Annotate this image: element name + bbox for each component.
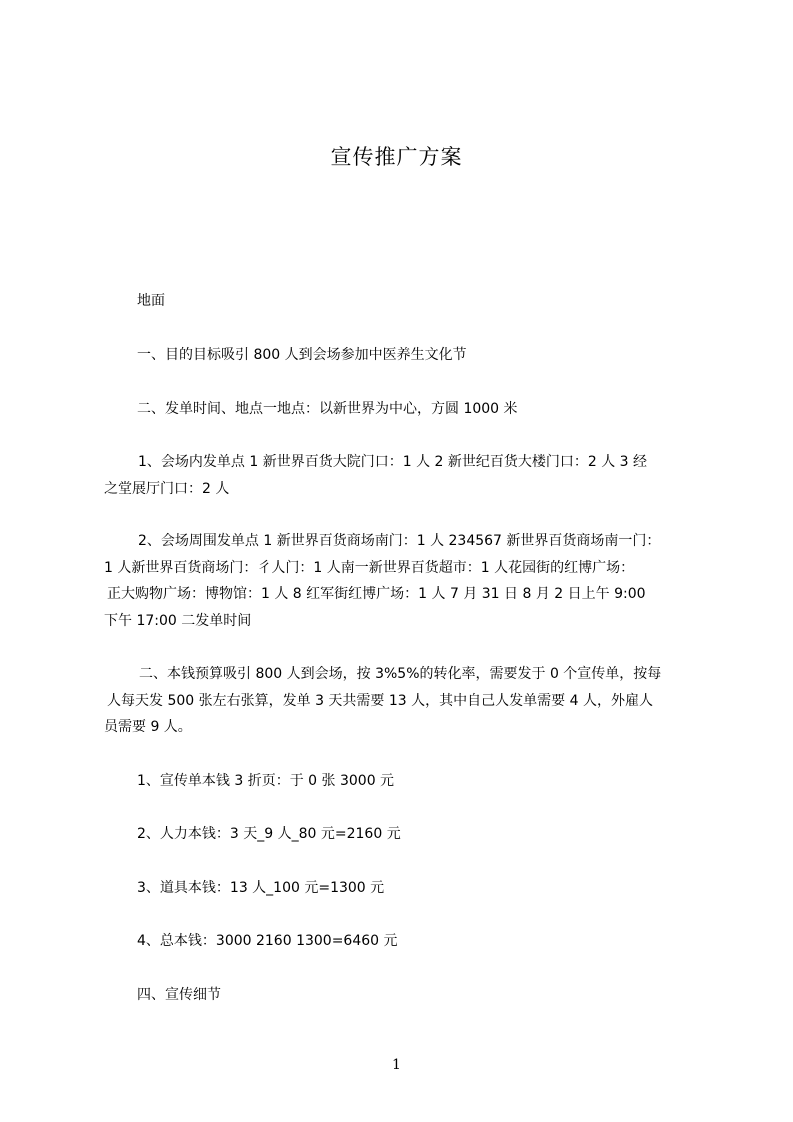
goal-paragraph: 一、目的目标吸引 800 人到会场参加中医养生文化节 <box>137 347 467 363</box>
budget-line: 二、本钱预算吸引 800 人到会场，按 3%5%的转化率，需要发于 0 个宣传单，按每 <box>139 666 662 682</box>
budget-paragraph <box>104 661 704 741</box>
point2-line: 下午 17:00 二发单时间 <box>104 612 252 629</box>
section4-heading: 四、宣传细节 <box>137 987 221 1003</box>
page-number: 1 <box>392 1057 401 1073</box>
cost-item: 2、人力本钱：3 天_9 人_80 元=2160 元 <box>137 826 401 842</box>
point1-paragraph <box>104 449 704 502</box>
point2-line: 正大购物广场：博物馆：1 人 8 红军街红博广场：1 人 7 月 31 日 8 月 2 日上午 9:00 <box>107 586 646 602</box>
point2-paragraph <box>104 528 704 634</box>
point1-line: 之堂展厅门口：2 人 <box>104 480 230 497</box>
cost-item: 4、总本钱：3000 2160 1300=6460 元 <box>137 933 398 949</box>
time-place-paragraph: 二、发单时间、地点一地点：以新世界为中心，方圆 1000 米 <box>137 401 518 417</box>
document-title: 宣传推广方案 <box>330 145 463 169</box>
cost-item: 1、宣传单本钱 3 折页：于 0 张 3000 元 <box>137 773 395 789</box>
point2-line: 1 人新世界百货商场门：彳人门：1 人南一新世界百货超市：1 人花园街的红博广场： <box>104 559 635 576</box>
cost-item: 3、道具本钱：13 人_100 元=1300 元 <box>137 880 385 896</box>
section-label: 地面 <box>137 293 165 309</box>
point1-line: 1、会场内发单点 1 新世界百货大院门口：1 人 2 新世纪百货大楼门口：2 人 3 经 <box>138 454 648 470</box>
budget-line: 人每天发 500 张左右张算，发单 3 天共需要 13 人，其中自己人发单需要 4 人，外雇人 <box>107 692 653 709</box>
budget-line: 员需要 9 人。 <box>104 719 192 735</box>
point2-line: 2、会场周围发单点 1 新世界百货商场南门：1 人 234567 新世界百货商场南一门： <box>138 533 661 549</box>
